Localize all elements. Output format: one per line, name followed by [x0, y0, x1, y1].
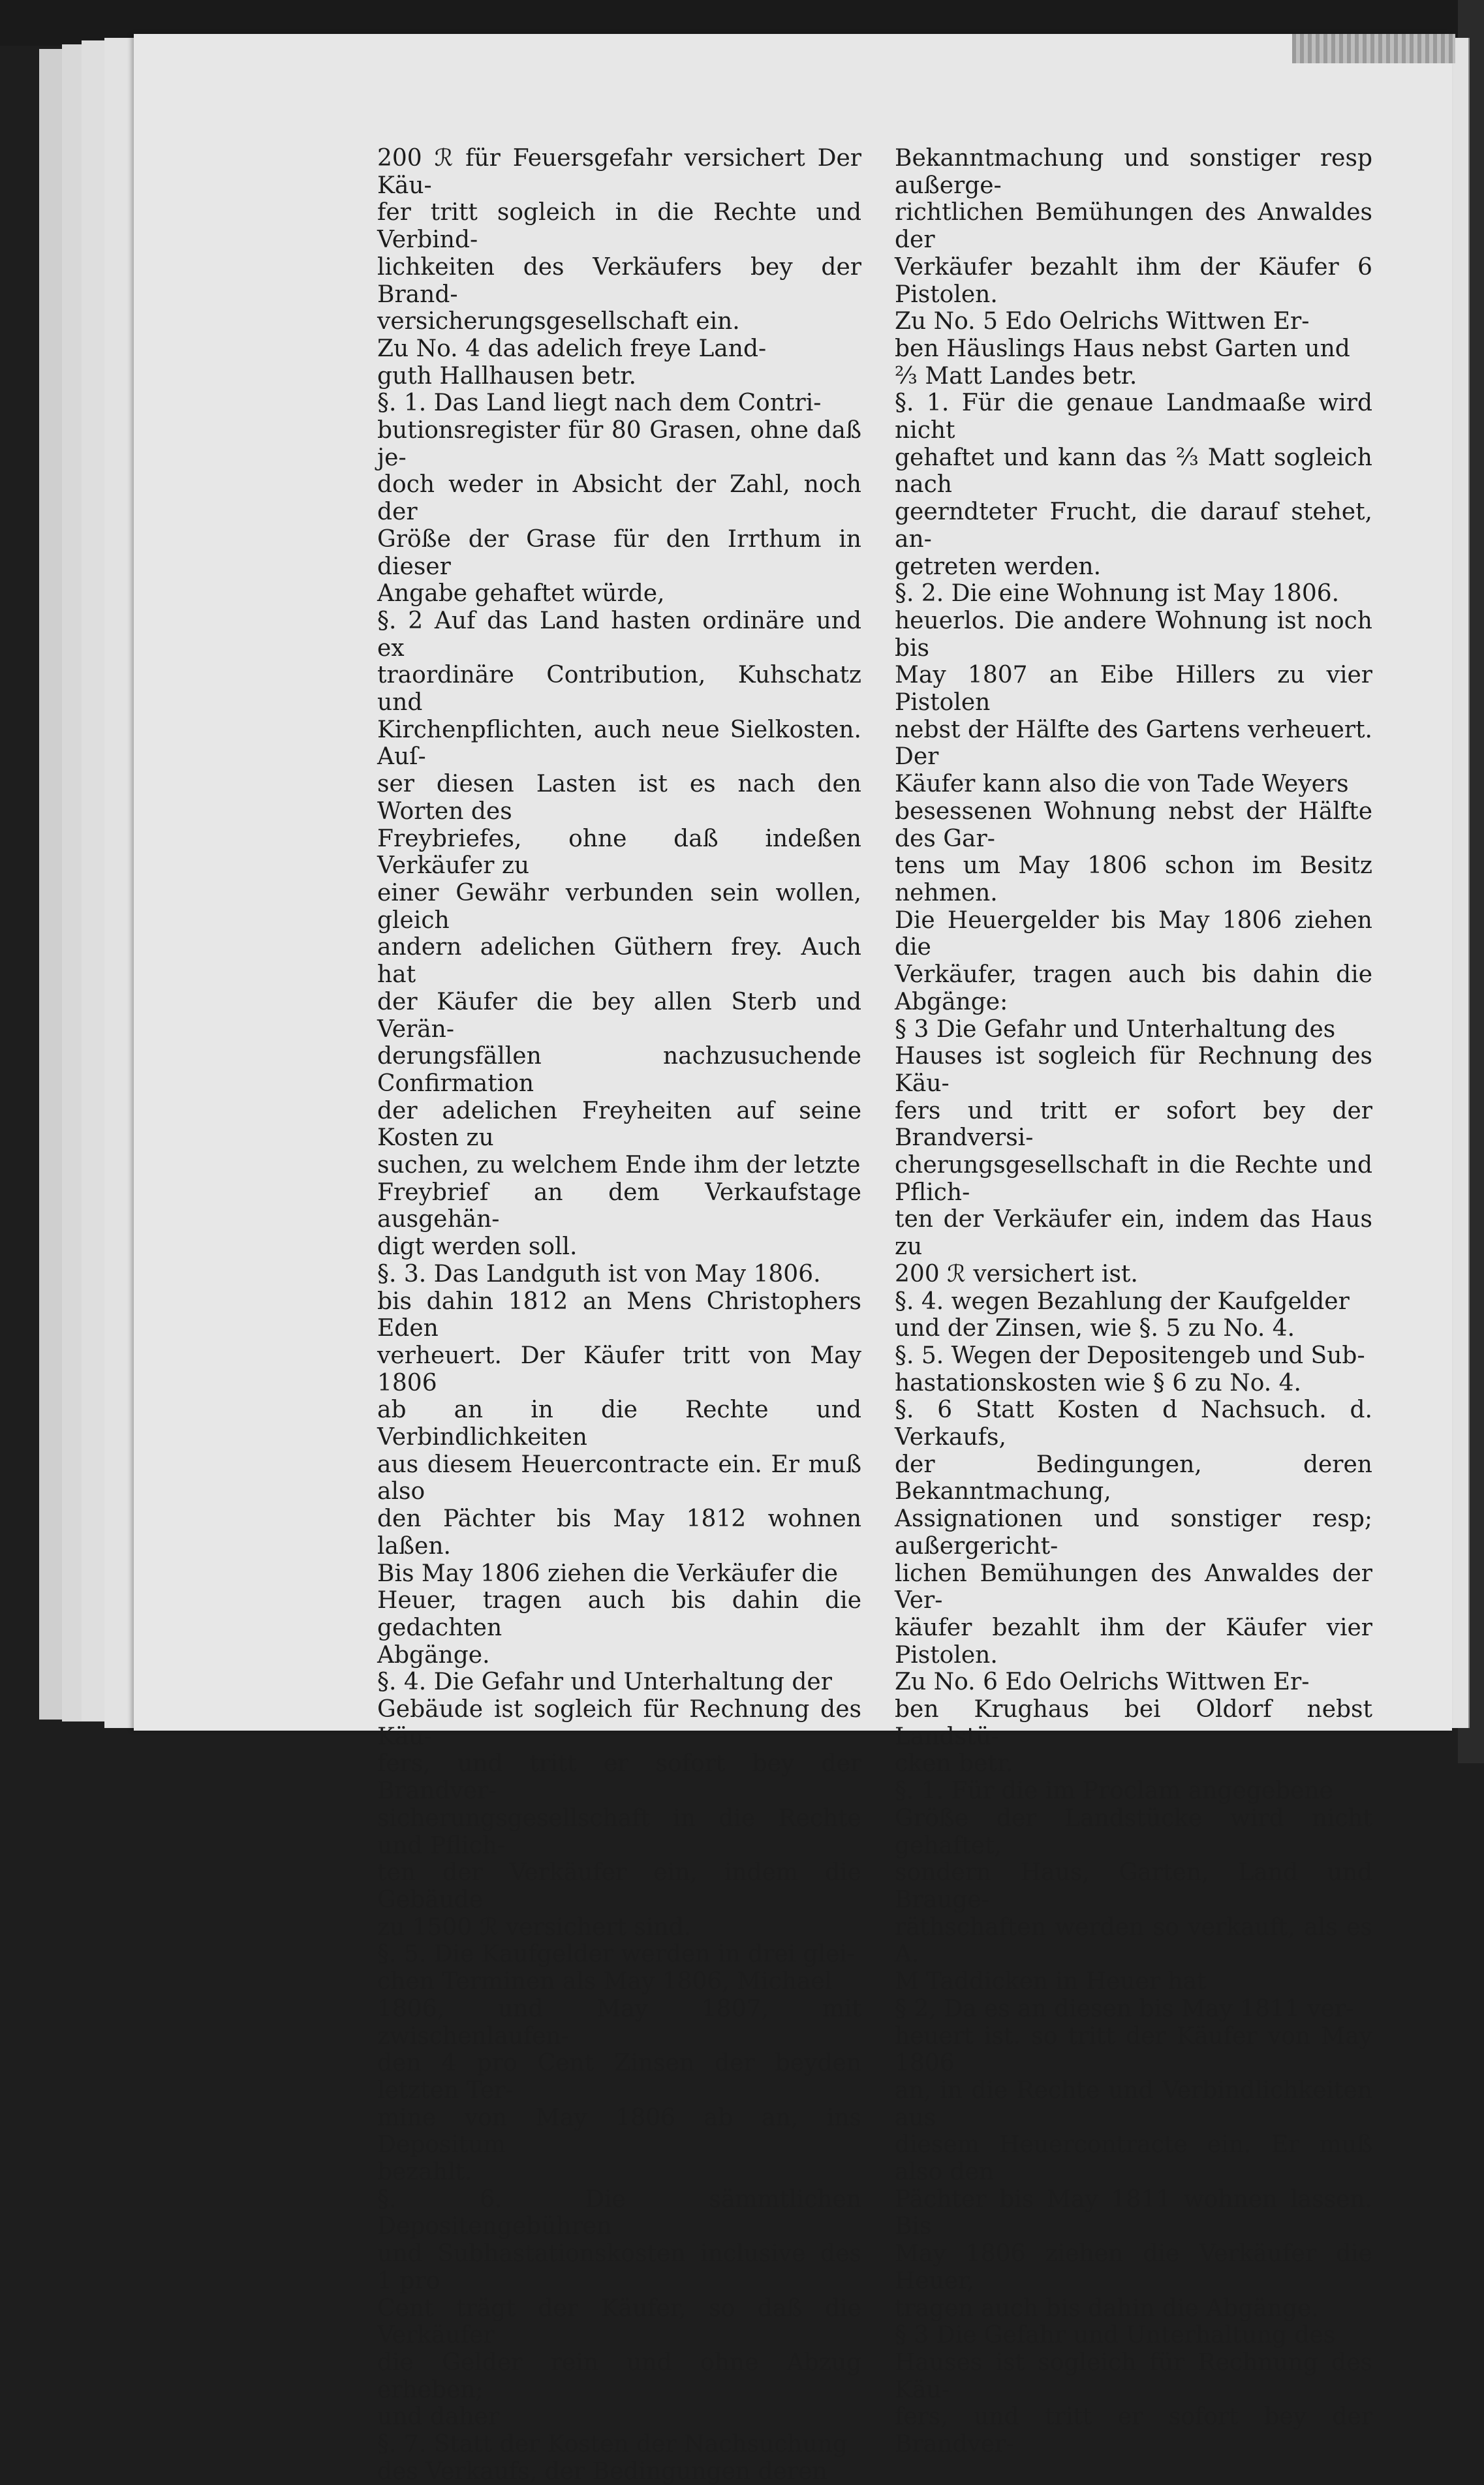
text-line: tragen auch bis dahin die Abgänge.	[895, 2294, 1319, 2322]
text-line: Größe der Landstücke wird nicht gehaftet,	[895, 1804, 1372, 1859]
right-text-column	[895, 145, 1372, 2458]
text-line: Heuer, tragen auch bis dahin die gedachten	[377, 1587, 861, 1641]
text-line: Käufer kann also die von Tade Weyers	[895, 771, 1349, 798]
text-line: suchen, zu welchem Ende ihm der letzte	[377, 1152, 861, 1179]
text-line: Freybriefes, ohne daß indeßen Verkäufer zu	[377, 825, 861, 880]
text-line: ben Krughaus bei Oldorf nebst Landstü-	[895, 1696, 1372, 1750]
text-line: der adelichen Freyheiten auf seine Kosten zu	[377, 1097, 861, 1152]
text-line: einer Gewähr verbunden sein wollen, gleich	[377, 879, 861, 934]
text-line: an, in die Rechte und Verbindlichkeiten aus	[895, 2076, 1372, 2131]
text-line: verheuert. Der Käufer tritt von May 1806	[377, 1342, 861, 1397]
text-line: §. 6. Die sämmtlichen Depositengebühren	[377, 2185, 861, 2240]
text-line: zu 1500 ℛ versichert sind.	[377, 1913, 692, 1941]
text-line: Abgänge.	[377, 1641, 490, 1669]
text-line: des Verkaufs, der Bedingungen deren	[377, 2458, 827, 2485]
text-line: §. 1. Das Land liegt nach dem Contri-	[377, 390, 822, 417]
text-line: Zu No. 6 Edo Oelrichs Wittwen Er-	[895, 1669, 1310, 1696]
text-line: gehaftet und kann das ⅔ Matt sogleich nach	[895, 444, 1372, 499]
text-line: Die Heuergelder bis May 1806 ziehen die	[895, 906, 1372, 961]
text-line: sondern Haus, Garten, Land und Brauge-	[895, 1859, 1372, 1913]
text-line: §. 7. Statt der Kosten der Nachsuchung	[377, 2431, 848, 2458]
text-line: und daher	[377, 2403, 500, 2431]
text-line: Zu No. 5 Edo Oelrichs Wittwen Er-	[895, 308, 1310, 335]
text-line: Gebäude ist sogleich für Rechnung des Käu-	[377, 1696, 861, 1750]
text-line: die Gelder rein und ohne Abzug erheben;	[377, 2349, 861, 2403]
text-line: 200 ℛ versichert ist.	[895, 1260, 1138, 1288]
text-line: 1806, und May 1807, mit zwischenlaufen-	[377, 1995, 861, 2050]
text-line: Hauses ist sogleich für Rechnung des Käu-	[895, 1043, 1372, 1097]
text-line: ⅔ Matt Landes betr.	[895, 362, 1137, 390]
text-line: nebst der Hälfte des Gartens verheuert. Der	[895, 716, 1372, 771]
text-line: ten der Verkäufer ein, indem die Gebäude	[377, 1859, 861, 1913]
text-line: heuerlos. Die andere Wohnung ist noch bis	[895, 607, 1372, 662]
text-line: den Pächter bis May 1812 wohnen laßen.	[377, 1505, 861, 1560]
text-line: Bekanntmachung und sonstiger resp außerge-	[895, 145, 1372, 199]
text-line: §. 6 Statt Kosten d Nachsuch. d. Verkaufs,	[895, 1397, 1372, 1451]
text-line: §. 1. Für die im Proclam angegebene	[895, 1778, 1333, 1805]
text-line: ser diesen Lasten ist es nach den Worten des	[377, 771, 861, 825]
text-line: chen Terminen als May 1806, Michael	[377, 1968, 833, 1996]
text-line: guth Hallhausen betr.	[377, 362, 636, 390]
text-line: May 1807 an Eibe Hillers zu vier Pistolen	[895, 662, 1372, 717]
text-line: §. 1. Für die genaue Landmaaße wird nicht	[895, 390, 1372, 444]
text-line: §. 4. Die Gefahr und Unterhaltung der	[377, 1669, 832, 1696]
text-line: aus diesem Heuercontracte ein. Er muß also	[377, 1451, 861, 1505]
text-line: lichen Bemühungen des Anwaldes der Ver-	[895, 1560, 1372, 1614]
text-line: ben Häuslings Haus nebst Garten und	[895, 335, 1350, 362]
text-line: versicherungsgesellschaft ein.	[377, 308, 740, 335]
text-line: §. 2 Auf das Land hasten ordinäre und ex	[377, 607, 861, 662]
text-line: fers, und tritt er sofort bey der Brandver-	[895, 2403, 1372, 2458]
text-line: Freybrief an dem Verkaufstage ausgehän-	[377, 1179, 861, 1233]
text-line: Bis May 1806 ziehen die Verkäufer die	[377, 1560, 839, 1587]
text-line: traordinäre Contribution, Kuhschatz und	[377, 662, 861, 717]
text-line: Verkäufer bezahlt ihm der Käufer 6 Pistolen.	[895, 253, 1372, 308]
text-line: Zu No. 4 das adelich freye Land-	[377, 335, 767, 362]
text-line: Kirchenpflichten, auch neue Sielkosten. Auſ-	[377, 716, 861, 771]
text-line: fers, und tritt er sofort bey der Brandver-	[377, 1750, 861, 1805]
left-text-column	[377, 145, 861, 2485]
text-line: Hauses ist sogleich für Rechnung des Käu-	[895, 2349, 1372, 2403]
text-line: May 1806 ziehen die Verkäufer die Heuer,	[895, 2240, 1372, 2294]
text-line: lichkeiten des Verkäufers bey der Brand-	[377, 253, 861, 308]
text-line: derungsfällen nachzusuchende Confirmation	[377, 1043, 861, 1097]
text-line: besessenen Wohnung nebst der Hälfte des Gar-	[895, 797, 1372, 852]
text-line: §. 4. wegen Bezahlung der Kaufgelder	[895, 1288, 1350, 1315]
text-line: Angabe gehaftet würde,	[377, 580, 665, 608]
text-line: der Bedingungen, deren Bekanntmachung,	[895, 1451, 1372, 1505]
text-line: mine von May 1806 ab an, ins Depositum	[377, 2104, 861, 2159]
text-line: doch weder in Absicht der Zahl, noch der	[377, 471, 861, 526]
text-line: Verkäufer, tragen auch bis dahin die Abgänge:	[895, 961, 1372, 1015]
text-line: M Taddicken in Heuer hat	[895, 1968, 1207, 1996]
text-line: bezahlt.	[377, 2159, 472, 2186]
text-line: räthschaften werden so verkauft, als es A.	[895, 1913, 1372, 1968]
text-line: ten der Verkäufer ein, indem das Haus zu	[895, 1206, 1372, 1261]
text-line: § 3 Die Gefahr und Unterhaltung des	[895, 2322, 1336, 2349]
text-line: der Käufer die bey allen Sterb und Verän-	[377, 988, 861, 1043]
text-line: Cent trägt der Käufer, so daß die Verkäufer	[377, 2294, 861, 2349]
text-line: 200 ℛ für Feuersgefahr versichert Der Käu-	[377, 145, 861, 199]
text-line: §. 3. Das Landguth ist von May 1806.	[377, 1260, 821, 1288]
text-line: den 4 pro Cent Zinsen der beyden letzten Ter-	[377, 2050, 861, 2104]
text-line: getreten werden.	[895, 553, 1102, 580]
text-line: heuert ist. so tritt der Käufer von May 1806	[895, 2022, 1372, 2077]
text-line: §. 5. Wegen der Depositengeb und Sub-	[895, 1342, 1365, 1369]
text-line: tens um May 1806 schon im Besitz nehmen.	[895, 852, 1372, 906]
text-line: fers und tritt er sofort bey der Brandversi-	[895, 1097, 1372, 1152]
text-line: fer tritt sogleich in die Rechte und Verbind-	[377, 199, 861, 254]
text-line: hastationskosten wie § 6 zu No. 4.	[895, 1369, 1301, 1397]
text-line: geerndteter Frucht, die darauf stehet, an-	[895, 499, 1372, 553]
text-line: und der Zinsen, wie §. 5 zu No. 4.	[895, 1315, 1295, 1342]
text-line: sicherungsgesellschaft in die Rechte und Pflich-	[377, 1804, 861, 1859]
torn-binding-strip	[1292, 34, 1455, 63]
text-line: Pächter bis May 1811 wohnen lassen. Bis	[895, 2185, 1372, 2240]
text-line: cherungsgesellschaft in die Rechte und Pflich-	[895, 1152, 1372, 1206]
text-line: richtlichen Bemühungen des Anwaldes der	[895, 199, 1372, 254]
text-line: § 2, Da es an diesen bis May 1811 ver-	[895, 1995, 1354, 2022]
text-line: cken betr.	[895, 1750, 1013, 1778]
text-line: §. 5. Die Kaufgelder werden in drei glei-	[377, 1941, 856, 1968]
text-line: ab an in die Rechte und Verbindlichkeiten	[377, 1397, 861, 1451]
text-line: Assignationen und sonstiger resp; außergericht-	[895, 1505, 1372, 1560]
text-line: käufer bezahlt ihm der Käufer vier Pistolen.	[895, 1614, 1372, 1669]
text-line: § 3 Die Gefahr und Unterhaltung des	[895, 1015, 1336, 1043]
text-line: butionsregister für 80 Grasen, ohne daß je-	[377, 417, 861, 471]
text-line: Größe der Grase für den Irrthum in dieser	[377, 525, 861, 580]
text-line: andern adelichen Güthern frey. Auch hat	[377, 934, 861, 989]
text-line: diesem Heuercontracte ein. Er muß also den	[895, 2131, 1372, 2186]
text-line: bis dahin 1812 an Mens Christophers Eden	[377, 1288, 861, 1342]
text-line: §. 2. Die eine Wohnung ist May 1806.	[895, 580, 1340, 608]
text-line: und Subhastationskosten inclusive des 1 pro	[377, 2240, 861, 2294]
text-line: digt werden soll.	[377, 1233, 578, 1261]
